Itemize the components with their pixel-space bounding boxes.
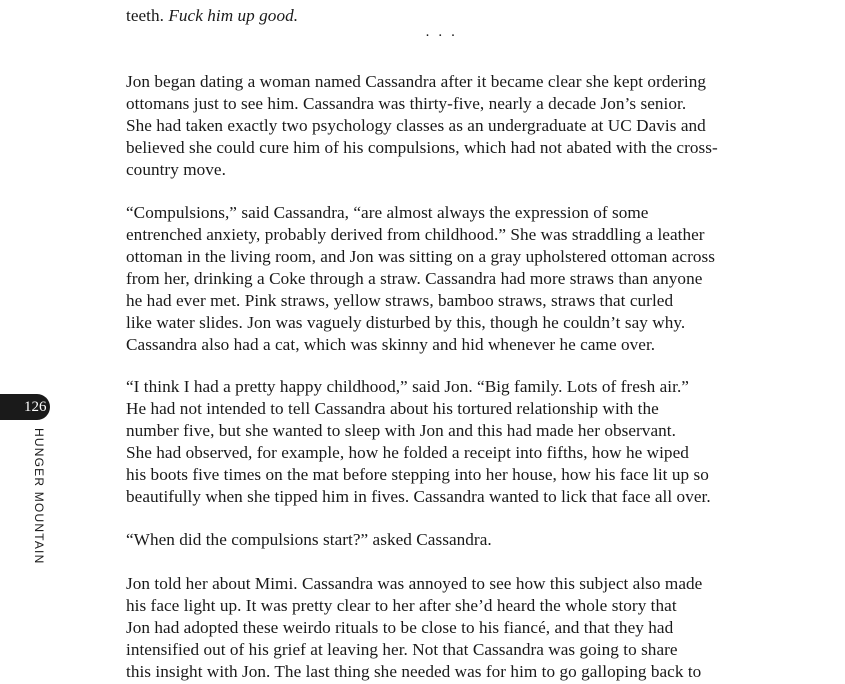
running-title: HUNGER MOUNTAIN (32, 428, 46, 565)
text-line: number five, but she wanted to sleep with Jon and this had made her observant. (126, 421, 676, 440)
text-line: Jon had adopted these weirdo rituals to be close to his fiancé, and that they had (126, 618, 674, 637)
text-line: “I think I had a pretty happy childhood,” said Jon. “Big family. Lots of fresh air.” (126, 377, 689, 396)
text-line: ottoman in the living room, and Jon was sitting on a gray upholstered ottoman across (126, 247, 715, 266)
text-line: his boots five times on the mat before stepping into her house, how his face lit up so (126, 465, 709, 484)
text-line: entrenched anxiety, probably derived from childhood.” She was straddling a leather (126, 225, 705, 244)
text-line: like water slides. Jon was vaguely disturbed by this, though he couldn’t say why. (126, 313, 686, 332)
text-line: Jon told her about Mimi. Cassandra was annoyed to see how this subject also made (126, 574, 703, 593)
section-break: · · · (425, 28, 458, 44)
text-line: his face light up. It was pretty clear to her after she’d heard the whole story that (126, 596, 677, 615)
text-line: Cassandra also had a cat, which was skinny and hid whenever he came over. (126, 335, 656, 354)
text-line: country move. (126, 160, 226, 179)
text-line: ottomans just to see him. Cassandra was thirty-five, nearly a decade Jon’s senior. (126, 94, 687, 113)
text-line: from her, drinking a Coke through a straw. Cassandra had more straws than anyone (126, 269, 703, 288)
text-line: Jon began dating a woman named Cassandra after it became clear she kept ordering (126, 72, 707, 91)
text-line: believed she could cure him of his compulsions, which had not abated with the cross- (126, 138, 718, 157)
page-number: 126 (24, 399, 47, 415)
text-line: intensified out of his grief at leaving her. Not that Cassandra was going to share (126, 640, 678, 659)
text-line: this insight with Jon. The last thing she needed was for him to go galloping back to (126, 662, 702, 681)
text-line: “Compulsions,” said Cassandra, “are almost always the expression of some (126, 203, 649, 222)
text-line: beautifully when she tipped him in fives. Cassandra wanted to lick that face all over. (126, 487, 711, 506)
text-line: “When did the compulsions start?” asked Cassandra. (126, 530, 492, 549)
text-line: he had ever met. Pink straws, yellow straws, bamboo straws, straws that curled (126, 291, 674, 310)
text-line: She had observed, for example, how he folded a receipt into fifths, how he wiped (126, 443, 689, 462)
text-line: She had taken exactly two psychology classes as an undergraduate at UC Davis and (126, 116, 706, 135)
text-line: He had not intended to tell Cassandra about his tortured relationship with the (126, 399, 659, 418)
page-number-tab (0, 394, 50, 420)
text-line: teeth. Fuck him up good. (126, 6, 299, 25)
